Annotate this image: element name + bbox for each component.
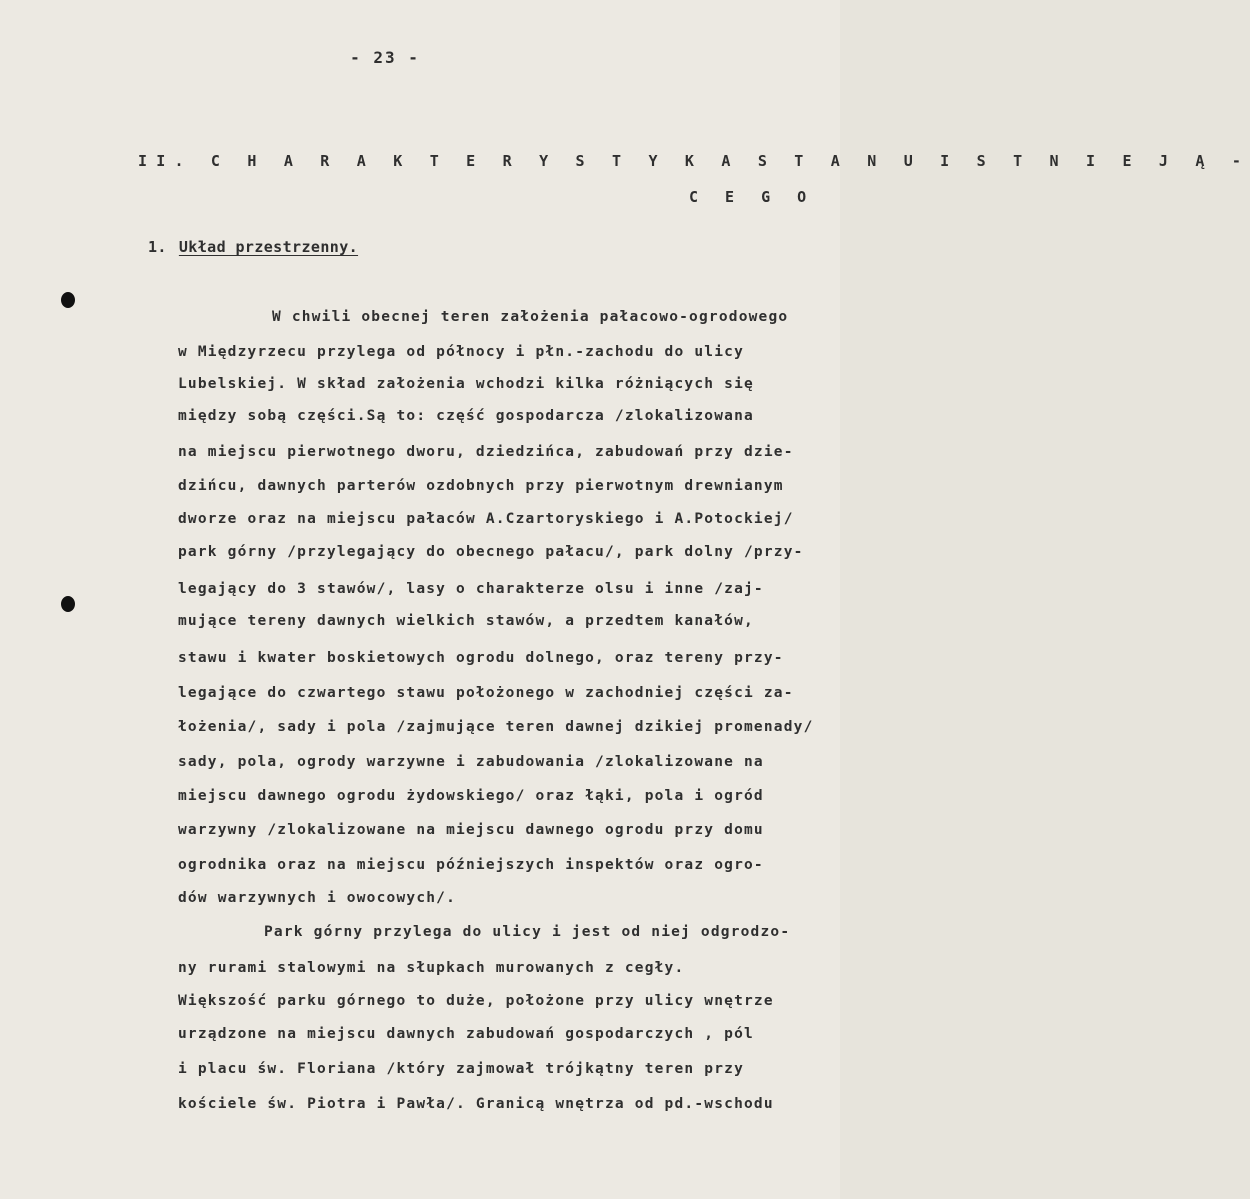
page-number: - 23 - [350,48,420,67]
punch-hole-top [61,292,75,308]
body-line: kościele św. Piotra i Pawła/. Granicą wnętrza od pd.-wschodu [178,1096,774,1112]
body-line: łożenia/, sady i pola /zajmujące teren dawnej dzikiej promenady/ [178,719,814,735]
section-number: 1. [148,238,167,256]
body-line: dów warzywnych i owocowych/. [178,890,457,906]
body-line: warzywny /zlokalizowane na miejscu dawnego ogrodu przy domu [178,822,764,838]
body-line: legające do czwartego stawu położonego w zachodniej części za- [178,685,794,701]
body-line: dworze oraz na miejscu pałaców A.Czartoryskiego i A.Potockiej/ [178,511,794,527]
body-line: ogrodnika oraz na miejscu późniejszych inspektów oraz ogro- [178,857,764,873]
chapter-heading: II. C H A R A K T E R Y S T Y K A S T A N U I S T N I E J Ą - [138,152,1250,170]
chapter-heading-continuation: C E G O [689,188,816,206]
body-line: dzińcu, dawnych parterów ozdobnych przy pierwotnym drewnianym [178,478,784,494]
body-line: Lubelskiej. W skład założenia wchodzi kilka różniących się [178,376,754,392]
body-line: miejscu dawnego ogrodu żydowskiego/ oraz łąki, pola i ogród [178,788,764,804]
section-title: Układ przestrzenny. [178,238,359,256]
body-line: W chwili obecnej teren założenia pałacowo-ogrodowego [272,309,789,325]
section-heading [148,238,358,256]
body-line: mujące tereny dawnych wielkich stawów, a przedtem kanałów, [178,613,754,629]
punch-hole-bottom [61,596,75,612]
body-line: ny rurami stalowymi na słupkach murowanych z cegły. [178,960,685,976]
body-line: na miejscu pierwotnego dworu, dziedzińca, zabudowań przy dzie- [178,444,794,460]
body-line: urządzone na miejscu dawnych zabudowań gospodarczych , pól [178,1026,754,1042]
body-line: w Międzyrzecu przylega od północy i płn.-zachodu do ulicy [178,344,744,360]
body-line: Park górny przylega do ulicy i jest od niej odgrodzo- [264,924,791,940]
body-line: park górny /przylegający do obecnego pałacu/, park dolny /przy- [178,544,804,560]
body-line: Większość parku górnego to duże, położone przy ulicy wnętrze [178,993,774,1009]
body-line: sady, pola, ogrody warzywne i zabudowania /zlokalizowane na [178,754,764,770]
body-line: legający do 3 stawów/, lasy o charakterze olsu i inne /zaj- [178,581,764,597]
body-line: między sobą części.Są to: część gospodarcza /zlokalizowana [178,408,754,424]
body-line: i placu św. Floriana /który zajmował trójkątny teren przy [178,1061,744,1077]
body-line: stawu i kwater boskietowych ogrodu dolnego, oraz tereny przy- [178,650,784,666]
